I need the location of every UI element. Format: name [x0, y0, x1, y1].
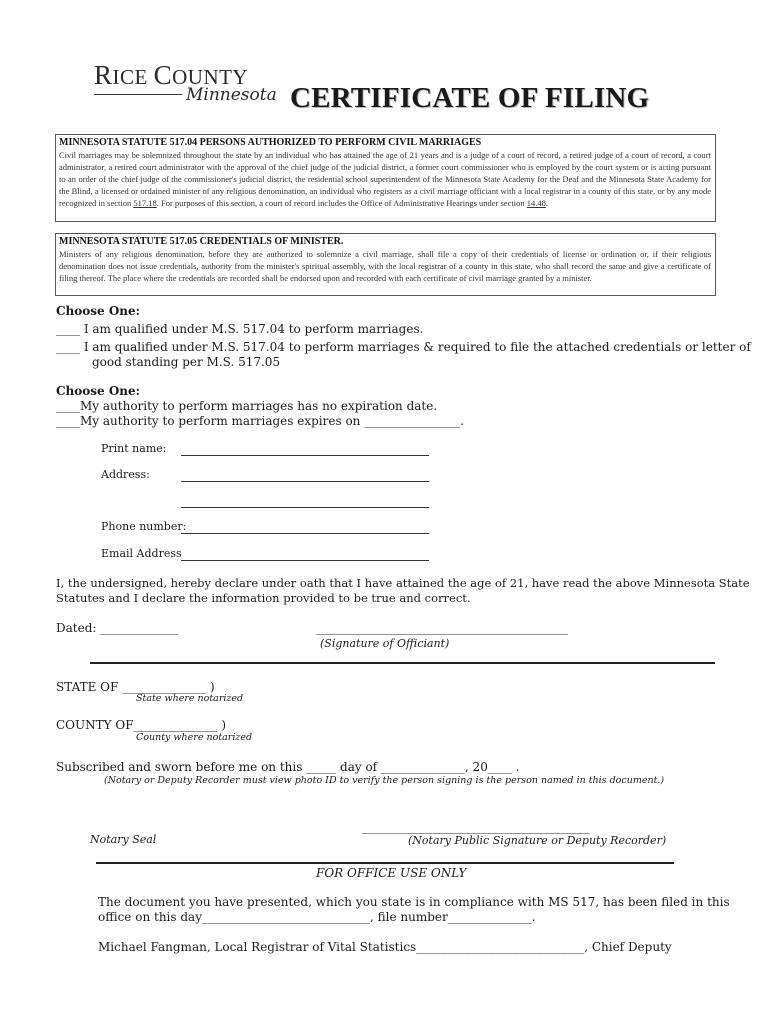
address-field-2[interactable] [181, 507, 429, 508]
notary-signature-line[interactable]: ______________________________________ [362, 820, 590, 834]
email-label: Email Address [101, 547, 182, 560]
logo-rule [94, 94, 182, 95]
logo-letter-r: R [94, 60, 113, 90]
choose-one-heading-1: Choose One: [56, 304, 141, 318]
notary-seal-label: Notary Seal [90, 833, 157, 846]
logo-state: Minnesota [186, 85, 277, 105]
state-of-field[interactable]: STATE OF ______________ ) [56, 680, 215, 694]
statute-517-05-heading: MINNESOTA STATUTE 517.05 CREDENTIALS OF MINISTER. [59, 236, 344, 247]
address-label: Address: [101, 468, 150, 481]
email-field[interactable] [181, 560, 429, 561]
office-filed-line-2[interactable]: office on this day____________________________, file number______________. [98, 910, 536, 924]
print-name-field[interactable] [181, 455, 429, 456]
phone-label: Phone number: [101, 520, 187, 533]
address-field-1[interactable] [181, 481, 429, 482]
statute-517-04-body: Civil marriages may be solemnized throughout the state by an individual who has attained the age of 21 years and is a judge of a court of record, a retired judge of a court of record, a court administrator, a retired court administrator with the approval of the chief judge of the judicial district, a former court commissioner who is employed by the court system or is acting pursuant to an order of the chief judge of the commissioner's judicial district, the residential school superintendent of the Minnesota State Academy for the Deaf and the Minnesota State Academy for the Blind, a licensed or ordained minister of any religious denomination, an individual who registers as a civil marriage officiant with a local registrar in a county of this state, or by any mode recognized in section 517.18. For purposes of this section, a court of record includes the Office of Administrative Hearings under section 14.48. [59, 150, 711, 208]
declaration-line-2: Statutes and I declare the information provided to be true and correct. [56, 591, 471, 605]
statute-517-04-box [55, 134, 716, 222]
print-name-label: Print name: [101, 442, 167, 455]
officiant-signature-line[interactable]: __________________________________________ [316, 621, 568, 635]
page-title: CERTIFICATE OF FILING [290, 82, 650, 114]
county-caption: County where notarized [136, 732, 253, 743]
dated-field[interactable]: Dated: _____________ [56, 621, 179, 635]
office-divider [96, 862, 674, 864]
statute-517-05-box [55, 233, 716, 296]
declaration-line-1: I, the undersigned, hereby declare under oath that I have attained the age of 21, have read the above Minnesota State [56, 576, 750, 590]
office-filed-line-1: The document you have presented, which you state is in compliance with MS 517, has been filed in this [98, 895, 730, 909]
officiant-signature-caption: (Signature of Officiant) [320, 637, 450, 650]
credentials-option-cont: good standing per M.S. 517.05 [92, 355, 281, 369]
logo-letter-c: C [153, 60, 173, 90]
qualified-blank[interactable]: ____ [56, 322, 80, 336]
photo-id-notice: (Notary or Deputy Recorder must view photo ID to verify the person signing is the person named in this document.) [104, 775, 665, 786]
credentials-option[interactable]: ____ I am qualified under M.S. 517.04 to perform marriages & required to file the attached credentials or letter of [56, 340, 751, 354]
logo-word-ice: ICE [112, 65, 154, 89]
phone-field[interactable] [181, 533, 429, 534]
notary-signature-caption: (Notary Public Signature or Deputy Recorder) [408, 834, 667, 847]
state-caption: State where notarized [136, 693, 244, 704]
statute-517-05-body: Ministers of any religious denomination, before they are authorized to solemnize a civil marriage, shall file a copy of their credentials of license or ordination or, if their religious denomination does not issue credentials, authority from the minister's spiritual assembly, with the local registrar of a county in this state, who shall record the same and give a certificate of filing thereof. The place where the credentials are recorded shall be endorsed upon and recorded with each certificate of civil marriage granted by a minister. [59, 249, 711, 283]
logo-word-ounty: OUNTY [172, 65, 249, 89]
choose-one-heading-2: Choose One: [56, 384, 141, 398]
statute-517-04-heading: MINNESOTA STATUTE 517.04 PERSONS AUTHORIZED TO PERFORM CIVIL MARRIAGES [59, 137, 482, 148]
section-14-48-link[interactable]: 14.48 [526, 198, 546, 208]
qualified-option[interactable]: ____ I am qualified under M.S. 517.04 to perform marriages. [56, 322, 424, 336]
registrar-line[interactable]: Michael Fangman, Local Registrar of Vital Statistics____________________________, Chief Deputy [98, 940, 672, 954]
credentials-blank[interactable]: ____ [56, 340, 80, 354]
expires-option[interactable]: ____My authority to perform marriages expires on ________________. [56, 414, 465, 428]
subscribed-line[interactable]: Subscribed and sworn before me on this _____ day of ______________, 20____ . [56, 760, 520, 774]
county-of-field[interactable]: COUNTY OF______________ ) [56, 718, 227, 732]
section-517-18-link[interactable]: 517.18 [133, 198, 157, 208]
no-expiration-option[interactable]: ____My authority to perform marriages has no expiration date. [56, 399, 438, 413]
section-divider [90, 662, 715, 664]
office-use-heading: FOR OFFICE USE ONLY [316, 866, 467, 880]
